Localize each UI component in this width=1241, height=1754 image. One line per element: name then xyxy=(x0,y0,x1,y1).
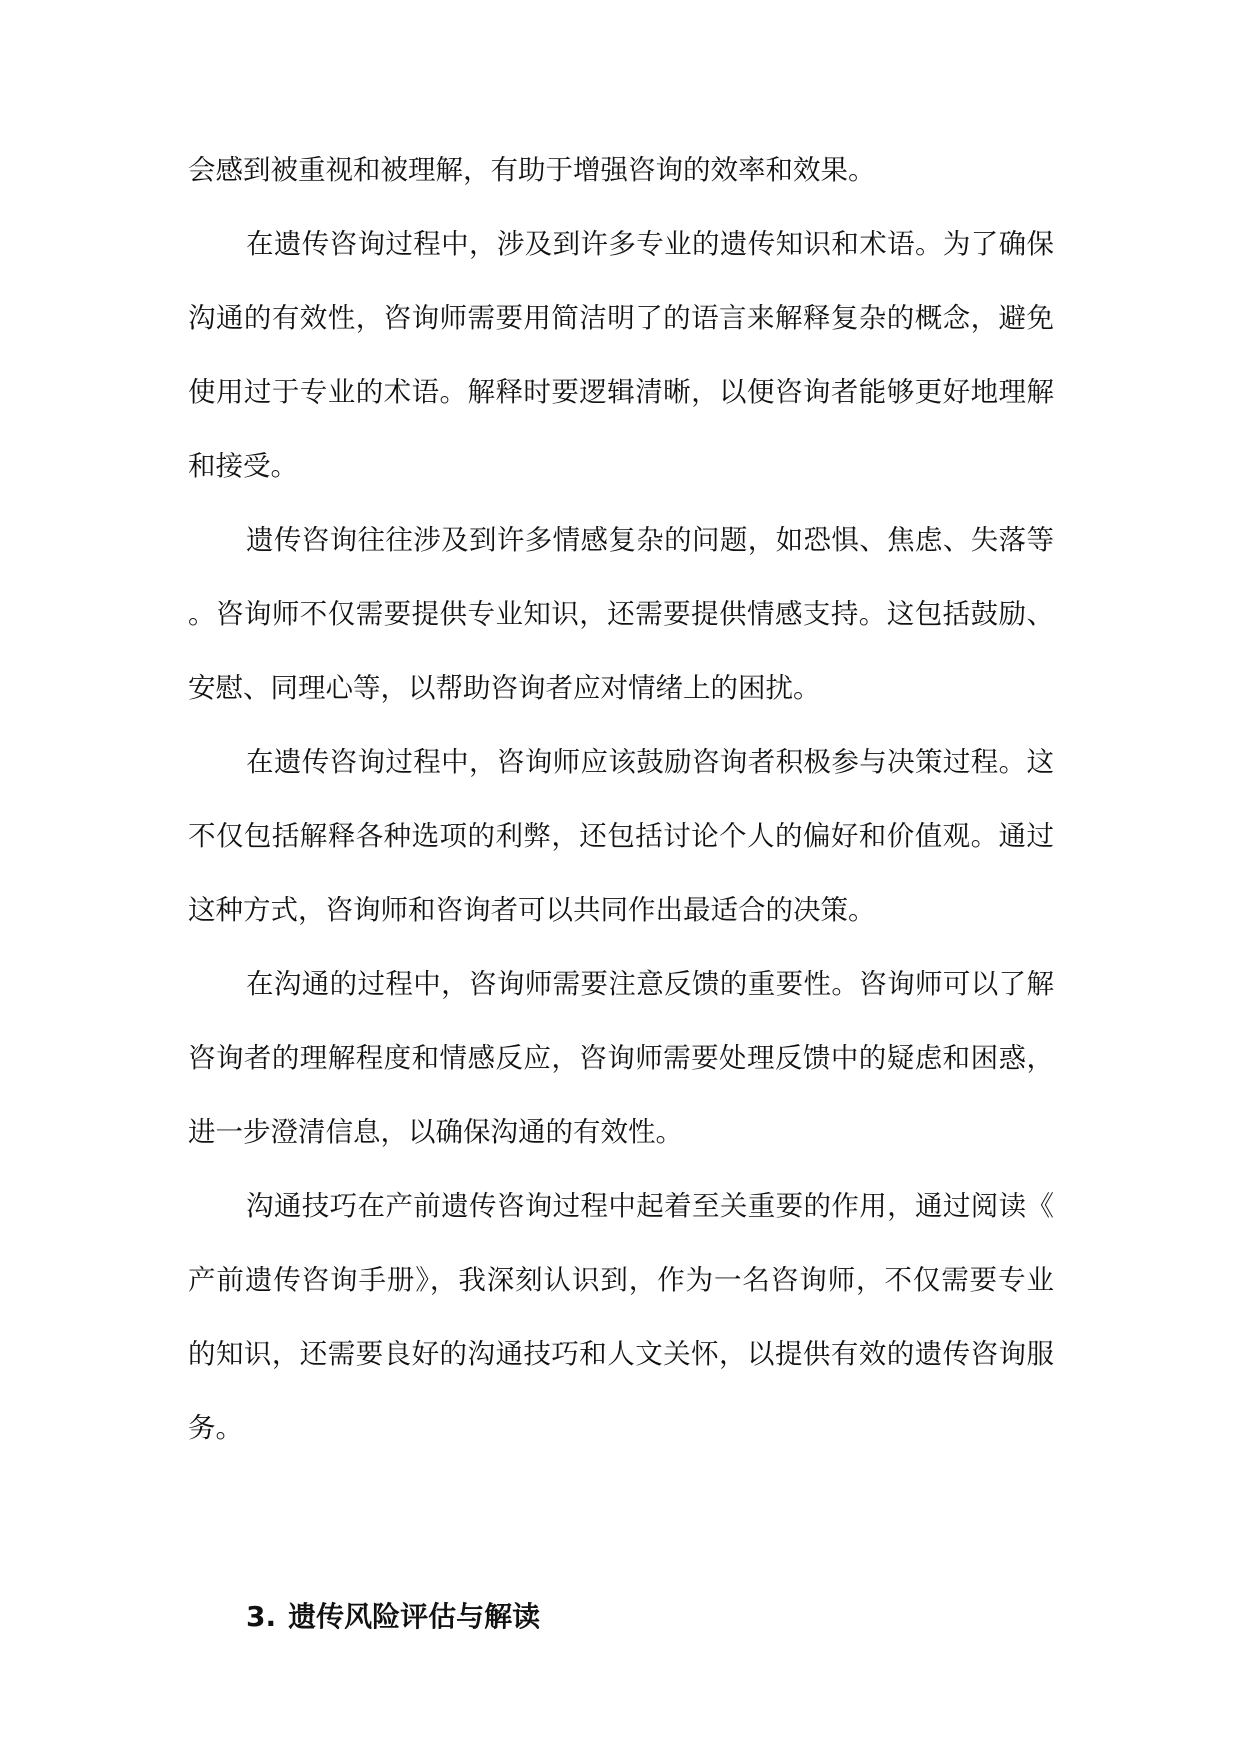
paragraph-feedback: 在沟通的过程中，咨询师需要注意反馈的重要性。咨询师可以了解咨询者的理解程度和情感反应，咨询师需要处理反馈中的疑虑和困惑，进一步澄清信息，以确保沟通的有效性。 xyxy=(188,968,1054,1148)
paragraph-conclusion: 沟通技巧在产前遗传咨询过程中起着至关重要的作用，通过阅读《产前遗传咨询手册》，我深刻认识到，作为一名咨询师，不仅需要专业的知识，还需要良好的沟通技巧和人文关怀，以提供有效的遗传咨询服务。 xyxy=(188,1190,1054,1444)
paragraph-decision-making: 在遗传咨询过程中，咨询师应该鼓励咨询者积极参与决策过程。这不仅包括解释各种选项的利弊，还包括讨论个人的偏好和价值观。通过这种方式，咨询师和咨询者可以共同作出最适合的决策。 xyxy=(188,746,1054,926)
paragraph-continuation: 会感到被重视和被理解，有助于增强咨询的效率和效果。 xyxy=(188,154,876,186)
paragraph-emotional-support: 遗传咨询往往涉及到许多情感复杂的问题，如恐惧、焦虑、失落等。咨询师不仅需要提供专业知识，还需要提供情感支持。这包括鼓励、安慰、同理心等，以帮助咨询者应对情绪上的困扰。 xyxy=(188,524,1054,704)
section-heading xyxy=(246,1597,540,1637)
paragraph-terminology: 在遗传咨询过程中，涉及到许多专业的遗传知识和术语。为了确保沟通的有效性，咨询师需要用简洁明了的语言来解释复杂的概念，避免使用过于专业的术语。解释时要逻辑清晰，以便咨询者能够更好地理解和接受。 xyxy=(188,228,1054,482)
section-number: 3. xyxy=(246,1600,277,1633)
section-title: 遗传风险评估与解读 xyxy=(288,1600,541,1633)
body-text xyxy=(188,133,1054,1465)
